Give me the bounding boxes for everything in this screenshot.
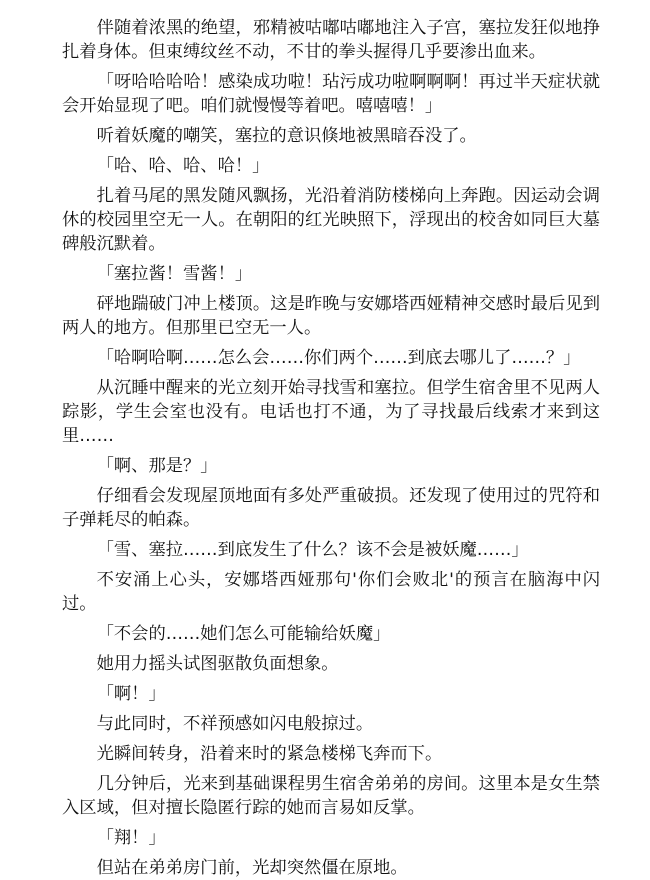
dialogue-line: 「呀哈哈哈哈！感染成功啦！玷污成功啦啊啊啊！再过半天症状就会开始显现了吧。咱们就慢慢等着吧。嘻嘻嘻！」 bbox=[62, 72, 600, 116]
dialogue-line: 「塞拉酱！雪酱！」 bbox=[96, 264, 253, 284]
dialogue-line: 「翔！」 bbox=[96, 828, 166, 848]
dialogue-line: 「啊！」 bbox=[96, 684, 166, 704]
paragraph: 仔细看会发现屋顶地面有多处严重破损。还发现了使用过的咒符和子弹耗尽的帕森。 bbox=[62, 486, 600, 530]
paragraph: 扎着马尾的黑发随风飘扬，光沿着消防楼梯向上奔跑。因运动会调休的校园里空无一人。在朝阳的红光映照下，浮现出的校舍如同巨大墓碑般沉默着。 bbox=[62, 186, 600, 254]
paragraph: 与此同时，不祥预感如闪电般掠过。 bbox=[96, 714, 374, 734]
dialogue-line: 「哈、哈、哈、哈！」 bbox=[96, 156, 270, 176]
paragraph: 光瞬间转身，沿着来时的紧急楼梯飞奔而下。 bbox=[96, 744, 443, 764]
paragraph: 她用力摇头试图驱散负面想象。 bbox=[96, 654, 339, 674]
dialogue-line: 「啊、那是？」 bbox=[96, 456, 218, 476]
dialogue-line: 「不会的……她们怎么可能输给妖魔」 bbox=[96, 624, 391, 644]
paragraph: 听着妖魔的嘲笑，塞拉的意识倏地被黑暗吞没了。 bbox=[96, 126, 477, 146]
paragraph: 几分钟后，光来到基础课程男生宿舍弟弟的房间。这里本是女生禁入区域，但对擅长隐匿行踪的她而言易如反掌。 bbox=[62, 774, 600, 818]
paragraph: 从沉睡中醒来的光立刻开始寻找雪和塞拉。但学生宿舍里不见两人踪影，学生会室也没有。电话也打不通，为了寻找最后线索才来到这里…… bbox=[62, 378, 600, 446]
document-body bbox=[62, 16, 600, 880]
paragraph: 但站在弟弟房门前，光却突然僵在原地。 bbox=[96, 858, 408, 878]
paragraph: 砰地踹破门冲上楼顶。这是昨晚与安娜塔西娅精神交感时最后见到两人的地方。但那里已空无一人。 bbox=[62, 294, 600, 338]
dialogue-line: 「哈啊哈啊……怎么会……你们两个……到底去哪儿了……？」 bbox=[96, 348, 581, 368]
paragraph: 伴随着浓黑的绝望，邪精被咕嘟咕嘟地注入子宫，塞拉发狂似地挣扎着身体。但束缚纹丝不动，不甘的拳头握得几乎要渗出血来。 bbox=[62, 18, 600, 62]
dialogue-line: 「雪、塞拉……到底发生了什么？该不会是被妖魔……」 bbox=[96, 540, 529, 560]
paragraph: 不安涌上心头，安娜塔西娅那句'你们会败北'的预言在脑海中闪过。 bbox=[62, 570, 600, 614]
